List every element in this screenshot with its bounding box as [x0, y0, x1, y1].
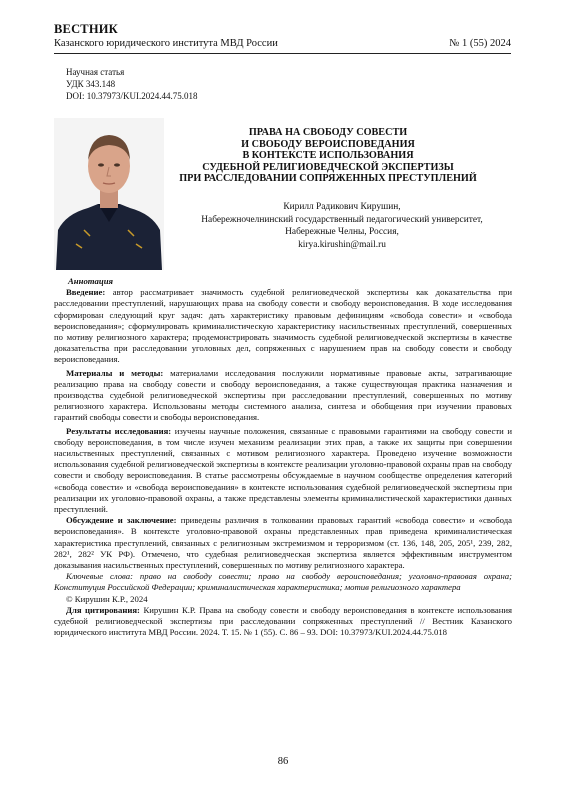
title-line: ПРИ РАССЛЕДОВАНИИ СОПРЯЖЕННЫХ ПРЕСТУПЛЕНИЙ — [179, 173, 477, 185]
author-portrait-icon — [54, 118, 164, 270]
abstract-discussion — [54, 515, 512, 571]
section-label: Обсуждение и заключение: — [66, 515, 177, 526]
section-text: приведены различия в толковании правовых гарантий «свобода совести» и «свобода вероисповедания». В контексте уголовно-правовой охраны представленных прав приведена криминалистическая характеристика преступлений, связанных с религиозным экстремизмом и терроризмом (ст. 136, 148, 205, 205¹, 239, 282, 282¹, 282² УК РФ). Отмечено, что судебная религиоведческая экспертиза является эффективным инструментом доказывания насильственных преступлений, совершенных по мотиву религиозного характера. — [54, 515, 512, 571]
author-affiliation: Набережночелнинский государственный педагогический университет, — [201, 214, 483, 225]
abstract-introduction — [54, 287, 512, 365]
abstract-methods — [54, 368, 512, 424]
keywords: Ключевые слова: право на свободу совести; право на свободу вероисповедания; уголовно-правовая охрана; Конституция Российской Федерации; криминалистическая характеристика; мотив религиозного характера — [54, 571, 512, 593]
title-line: ПРАВА НА СВОБОДУ СОВЕСТИ — [248, 127, 408, 138]
udc-code: УДК 343.148 — [66, 79, 116, 89]
article-body — [54, 276, 512, 639]
copyright: © Кирушин К.Р., 2024 — [66, 593, 148, 604]
journal-institute: Казанского юридического института МВД России — [54, 38, 278, 49]
issue-number: № 1 (55) 2024 — [449, 38, 511, 49]
section-label: Результаты исследования: — [66, 425, 172, 436]
abstract-heading: Аннотация — [68, 276, 114, 286]
journal-name: ВЕСТНИК — [54, 22, 118, 36]
author-city: Набережные Челны, Россия, — [285, 227, 399, 238]
title-line: СУДЕБНОЙ РЕЛИГИОВЕДЧЕСКОЙ ЭКСПЕРТИЗЫ — [202, 161, 454, 173]
article-title — [178, 127, 478, 185]
author-email[interactable]: kirya.kirushin@mail.ru — [298, 239, 386, 250]
author-photo — [54, 118, 164, 270]
article-type: Научная статья — [66, 67, 125, 77]
abstract-results — [54, 426, 512, 516]
author-name: Кирилл Радикович Кирушин, — [283, 202, 401, 212]
section-label: Введение: — [66, 287, 106, 298]
header-rule — [54, 53, 511, 54]
section-text: автор рассматривает значимость судебной религиоведческой экспертизы как доказательства при расследовании преступлений, нарушающих права на свободу совести и свободу вероисповедания. В ходе исследования сформирован следующий круг задач: дать характеристику правовым дефинициям «свобода совести» и «свобода вероисповедания»; сформулировать криминалистическую характеристику насильственных преступлений, совершенных по мотиву религиозного характера; продемонстрировать значимость судебной религиоведческой экспертизы в качестве доказательства при расследовании уголовных дел, сопряженных с нарушением прав на свободу совести и свободу вероисповедания. — [54, 287, 512, 365]
citation — [54, 605, 512, 639]
author-block — [172, 201, 512, 251]
doi: DOI: 10.37973/KUI.2024.44.75.018 — [66, 91, 198, 101]
section-text: материалами исследования послужили нормативные правовые акты, затрагивающие реализацию права на свободу совести и свободу вероисповедания, а также существующая практика назначения и производства судебной религиоведческой экспертизы при расследовании преступлений, совершенных по мотиву религиозного характера. Использованы методы системного анализа, синтеза и обобщения при изучении правовых гарантий свободы совести и свободы вероисповедания. — [54, 367, 512, 423]
citation-text: Кирушин К.Р. Права на свободу совести и свободу вероисповедания в контексте использования судебной религиоведческой экспертизы при расследовании сопряженных преступлений // Вестник Казанского юридического института МВД России. 2024. Т. 15. № 1 (55). С. 86 – 93. DOI: 10.37973/KUI.2024.44.75.018 — [54, 604, 512, 638]
title-line: В КОНТЕКСТЕ ИСПОЛЬЗОВАНИЯ — [242, 150, 414, 162]
page-number: 86 — [277, 756, 289, 767]
section-text: изучены научные положения, связанные с правовыми гарантиями на свободу совести и свободу вероисповедания, в том числе изучен механизм реализации этих прав, а также их защиты при совершении насильственных преступлений, связанных с мотивом религиозного характера. Проведено изучение возможности использования судебной религиоведческой экспертизы в контексте реализации уголовно-правовой охраны прав на свободу совести и свободу вероисповедания. В статье рассмотрены обсуждаемые в научном сообществе определения категорий «свобода совести» и «свобода вероисповедания» в контексте использования судебной религиоведческой экспертизы при реализации их уголовно-правовой охраны, а также представлены элементы криминалистической характеристики данных преступлений. — [54, 425, 512, 515]
citation-label: Для цитирования: — [66, 604, 140, 615]
title-line: И СВОБОДУ ВЕРОИСПОВЕДАНИЯ — [241, 138, 415, 150]
section-label: Материалы и методы: — [66, 367, 164, 378]
article-meta — [66, 66, 198, 102]
